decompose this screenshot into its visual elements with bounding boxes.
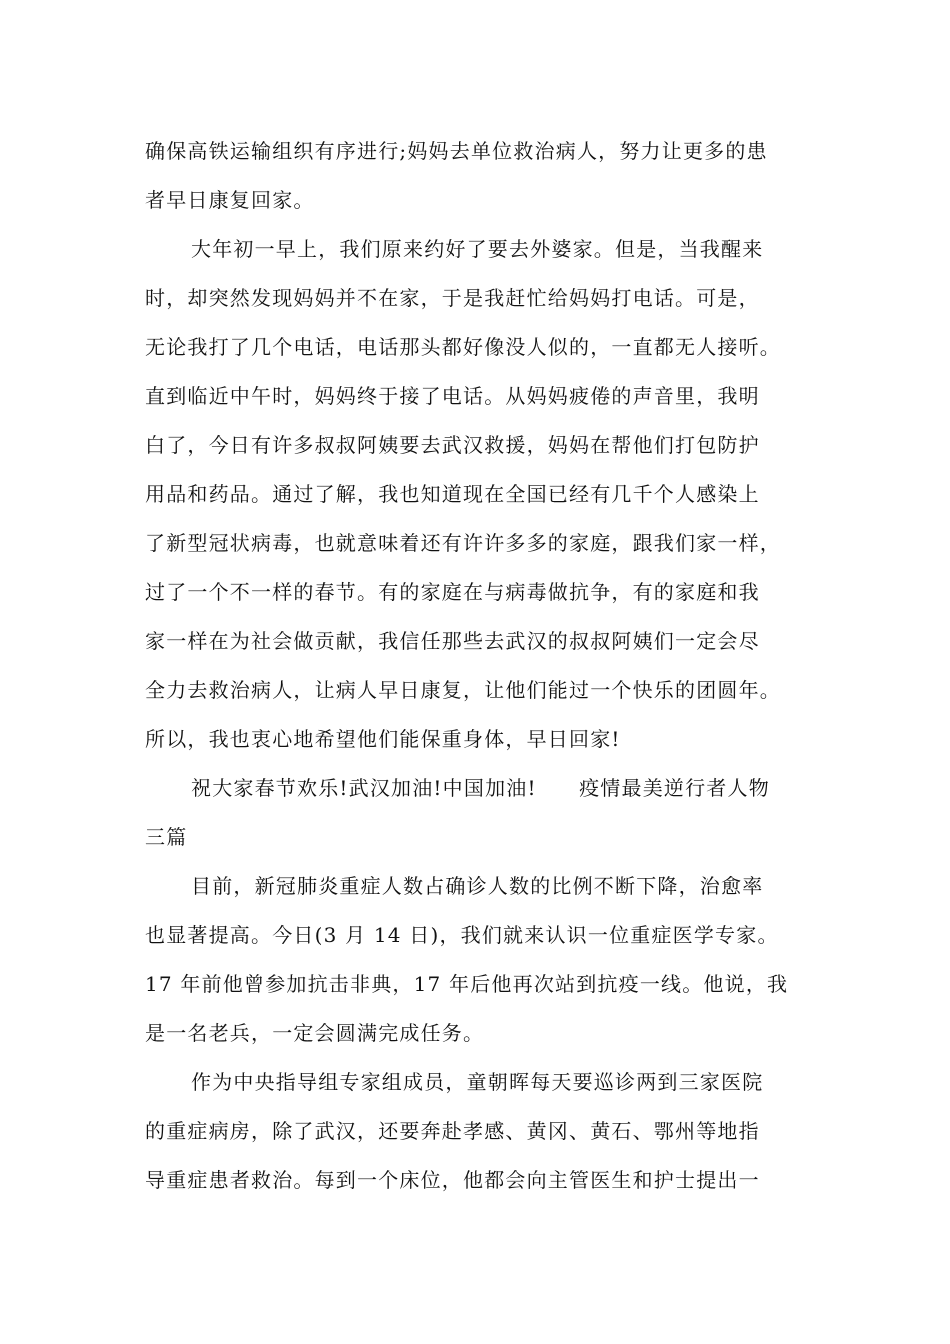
text-line: 大年初一早上，我们原来约好了要去外婆家。但是，当我醒来: [191, 237, 764, 261]
text-line: 直到临近中午时，妈妈终于接了电话。从妈妈疲倦的声音里，我明: [145, 384, 760, 408]
text-line: 是一名老兵，一定会圆满完成任务。: [145, 1021, 485, 1045]
text-line: 导重症患者救治。每到一个床位，他都会向主管医生和护士提出一: [145, 1168, 760, 1192]
text-line: 过了一个不一样的春节。有的家庭在与病毒做抗争，有的家庭和我: [145, 580, 760, 604]
text-line: 所以，我也衷心地希望他们能保重身体，早日回家!: [145, 727, 621, 751]
text-line: 17 年前他曾参加抗击非典，17 年后他再次站到抗疫一线。他说，我: [145, 972, 789, 996]
text-line: 确保高铁运输组织有序进行;妈妈去单位救治病人，努力让更多的患: [145, 139, 768, 163]
text-line: 的重症病房，除了武汉，还要奔赴孝感、黄冈、黄石、鄂州等地指: [145, 1119, 760, 1143]
text-line: 家一样在为社会做贡献，我信任那些去武汉的叔叔阿姨们一定会尽: [145, 629, 760, 653]
text-line: 祝大家春节欢乐!武汉加油!中国加油! 疫情最美逆行者人物: [191, 776, 770, 800]
text-line: 无论我打了几个电话，电话那头都好像没人似的，一直都无人接听。: [145, 335, 781, 359]
text-line: 者早日康复回家。: [145, 188, 315, 212]
text-line: 白了，今日有许多叔叔阿姨要去武汉救援，妈妈在帮他们打包防护: [145, 433, 760, 457]
text-line: 了新型冠状病毒，也就意味着还有许许多多的家庭，跟我们家一样，: [145, 531, 781, 555]
document-body: [145, 127, 825, 1205]
text-line: 时，却突然发现妈妈并不在家，于是我赶忙给妈妈打电话。可是，: [145, 286, 760, 310]
text-line: 也显著提高。今日(3 月 14 日)，我们就来认识一位重症医学专家。: [145, 923, 779, 947]
text-line: 全力去救治病人，让病人早日康复，让他们能过一个快乐的团圆年。: [145, 678, 781, 702]
text-line: 用品和药品。通过了解，我也知道现在全国已经有几千个人感染上: [145, 482, 760, 506]
text-line: 作为中央指导组专家组成员，童朝晖每天要巡诊两到三家医院: [191, 1070, 764, 1094]
text-line: 目前，新冠肺炎重症人数占确诊人数的比例不断下降，治愈率: [191, 874, 764, 898]
text-line: 三篇: [145, 825, 188, 849]
